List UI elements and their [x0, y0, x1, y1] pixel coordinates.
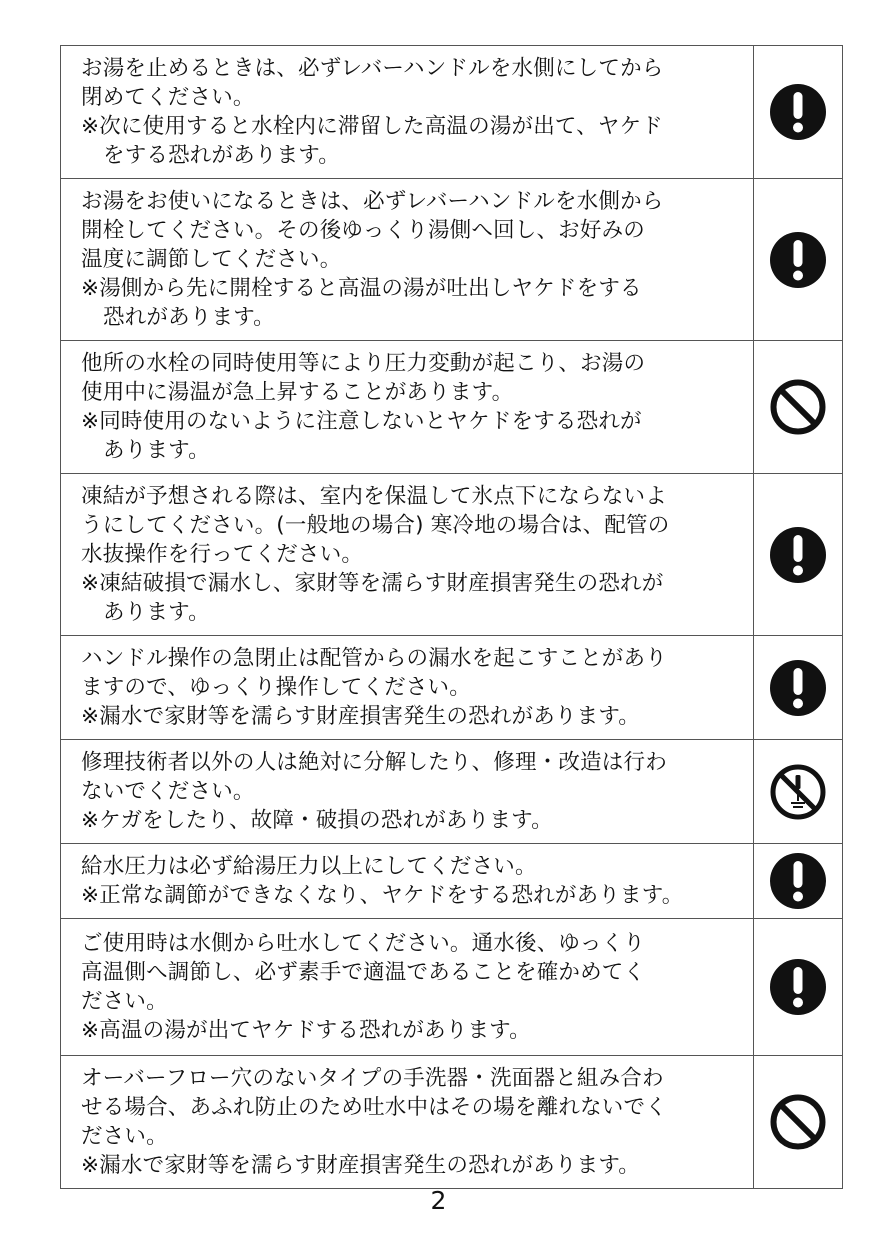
- warning-row: [61, 474, 843, 636]
- warning-text-cell: [61, 46, 754, 179]
- warning-row: [61, 844, 843, 919]
- warning-text-cell: [61, 341, 754, 474]
- safety-warnings-table: [60, 45, 843, 1189]
- warning-line: ハンドル操作の急閉止は配管からの漏水を起こすことがあり: [81, 646, 667, 671]
- warning-note: ※高温の湯が出てヤケドする恐れがあります。: [81, 1018, 531, 1043]
- warning-icon-cell: [754, 919, 843, 1056]
- warning-text-cell: [61, 1056, 754, 1189]
- warning-row: [61, 740, 843, 844]
- warning-icon-cell: [754, 636, 843, 740]
- prohibition-icon: [769, 1093, 827, 1151]
- warning-row: [61, 919, 843, 1056]
- warning-note: 恐れがあります。: [103, 305, 275, 330]
- warning-icon-cell: [754, 474, 843, 636]
- warning-icon-cell: [754, 740, 843, 844]
- page-number: 2: [430, 1186, 447, 1215]
- warning-note: ※凍結破損で漏水し、家財等を濡らす財産損害発生の恐れが: [81, 571, 664, 596]
- warning-note: ※湯側から先に開栓すると高温の湯が吐出しヤケドをする: [81, 276, 642, 301]
- mandatory-icon: [769, 659, 827, 717]
- warning-icon-cell: [754, 179, 843, 341]
- warning-note: ※正常な調節ができなくなり、ヤケドをする恐れがあります。: [81, 883, 684, 908]
- warning-text-cell: [61, 179, 754, 341]
- warning-icon-cell: [754, 341, 843, 474]
- warning-line: 高温側へ調節し、必ず素手で適温であることを確かめてく: [81, 960, 646, 985]
- warning-text-cell: [61, 474, 754, 636]
- warning-line: ご使用時は水側から吐水してください。通水後、ゆっくり: [81, 931, 645, 956]
- warning-line: ださい。: [81, 989, 168, 1014]
- warning-text-cell: [61, 636, 754, 740]
- warnings-body: [61, 46, 843, 1189]
- warning-row: [61, 46, 843, 179]
- warning-note: ※漏水で家財等を濡らす財産損害発生の恐れがあります。: [81, 1153, 640, 1178]
- warning-line: 開栓してください。その後ゆっくり湯側へ回し、お好みの: [81, 218, 645, 243]
- warning-line: 閉めてください。: [81, 85, 255, 110]
- warning-note: ※次に使用すると水栓内に滞留した高温の湯が出て、ヤケド: [81, 114, 663, 139]
- warning-note: あります。: [103, 438, 210, 463]
- warning-line: ますので、ゆっくり操作してください。: [81, 675, 471, 700]
- warning-line: 凍結が予想される際は、室内を保温して氷点下にならないよ: [81, 484, 667, 509]
- warning-line: 給水圧力は必ず給湯圧力以上にしてください。: [81, 854, 537, 879]
- warning-line: うにしてください。(一般地の場合) 寒冷地の場合は、配管の: [81, 513, 670, 538]
- warning-row: [61, 341, 843, 474]
- warning-text-cell: [61, 844, 754, 919]
- warning-icon-cell: [754, 1056, 843, 1189]
- warning-line: オーバーフロー穴のないタイプの手洗器・洗面器と組み合わ: [81, 1066, 664, 1091]
- warning-note: ※漏水で家財等を濡らす財産損害発生の恐れがあります。: [81, 704, 640, 729]
- warning-line: せる場合、あふれ防止のため吐水中はその場を離れないでく: [81, 1095, 667, 1120]
- mandatory-icon: [769, 526, 827, 584]
- warning-text-cell: [61, 740, 754, 844]
- warning-note: あります。: [103, 600, 210, 625]
- prohibition-icon: [769, 378, 827, 436]
- warning-note: ※同時使用のないように注意しないとヤケドをする恐れが: [81, 409, 642, 434]
- warning-line: お湯をお使いになるときは、必ずレバーハンドルを水側から: [81, 189, 664, 214]
- warning-line: お湯を止めるときは、必ずレバーハンドルを水側にしてから: [81, 56, 664, 81]
- warning-line: 他所の水栓の同時使用等により圧力変動が起こり、お湯の: [81, 351, 646, 376]
- warning-icon-cell: [754, 844, 843, 919]
- warning-note: ※ケガをしたり、故障・破損の恐れがあります。: [81, 808, 553, 833]
- no-disassembly-icon: [769, 763, 827, 821]
- warning-line: 使用中に湯温が急上昇することがあります。: [81, 380, 514, 405]
- mandatory-icon: [769, 83, 827, 141]
- warning-row: [61, 636, 843, 740]
- warning-row: [61, 1056, 843, 1189]
- warning-row: [61, 179, 843, 341]
- warning-text-cell: [61, 919, 754, 1056]
- warning-icon-cell: [754, 46, 843, 179]
- warning-line: ないでください。: [81, 779, 255, 804]
- mandatory-icon: [769, 852, 827, 910]
- warning-note: をする恐れがあります。: [103, 143, 340, 168]
- mandatory-icon: [769, 231, 827, 289]
- warning-line: ださい。: [81, 1124, 168, 1149]
- warning-line: 温度に調節してください。: [81, 247, 342, 272]
- mandatory-icon: [769, 958, 827, 1016]
- warning-line: 水抜操作を行ってください。: [81, 542, 364, 567]
- warning-line: 修理技術者以外の人は絶対に分解したり、修理・改造は行わ: [81, 750, 667, 775]
